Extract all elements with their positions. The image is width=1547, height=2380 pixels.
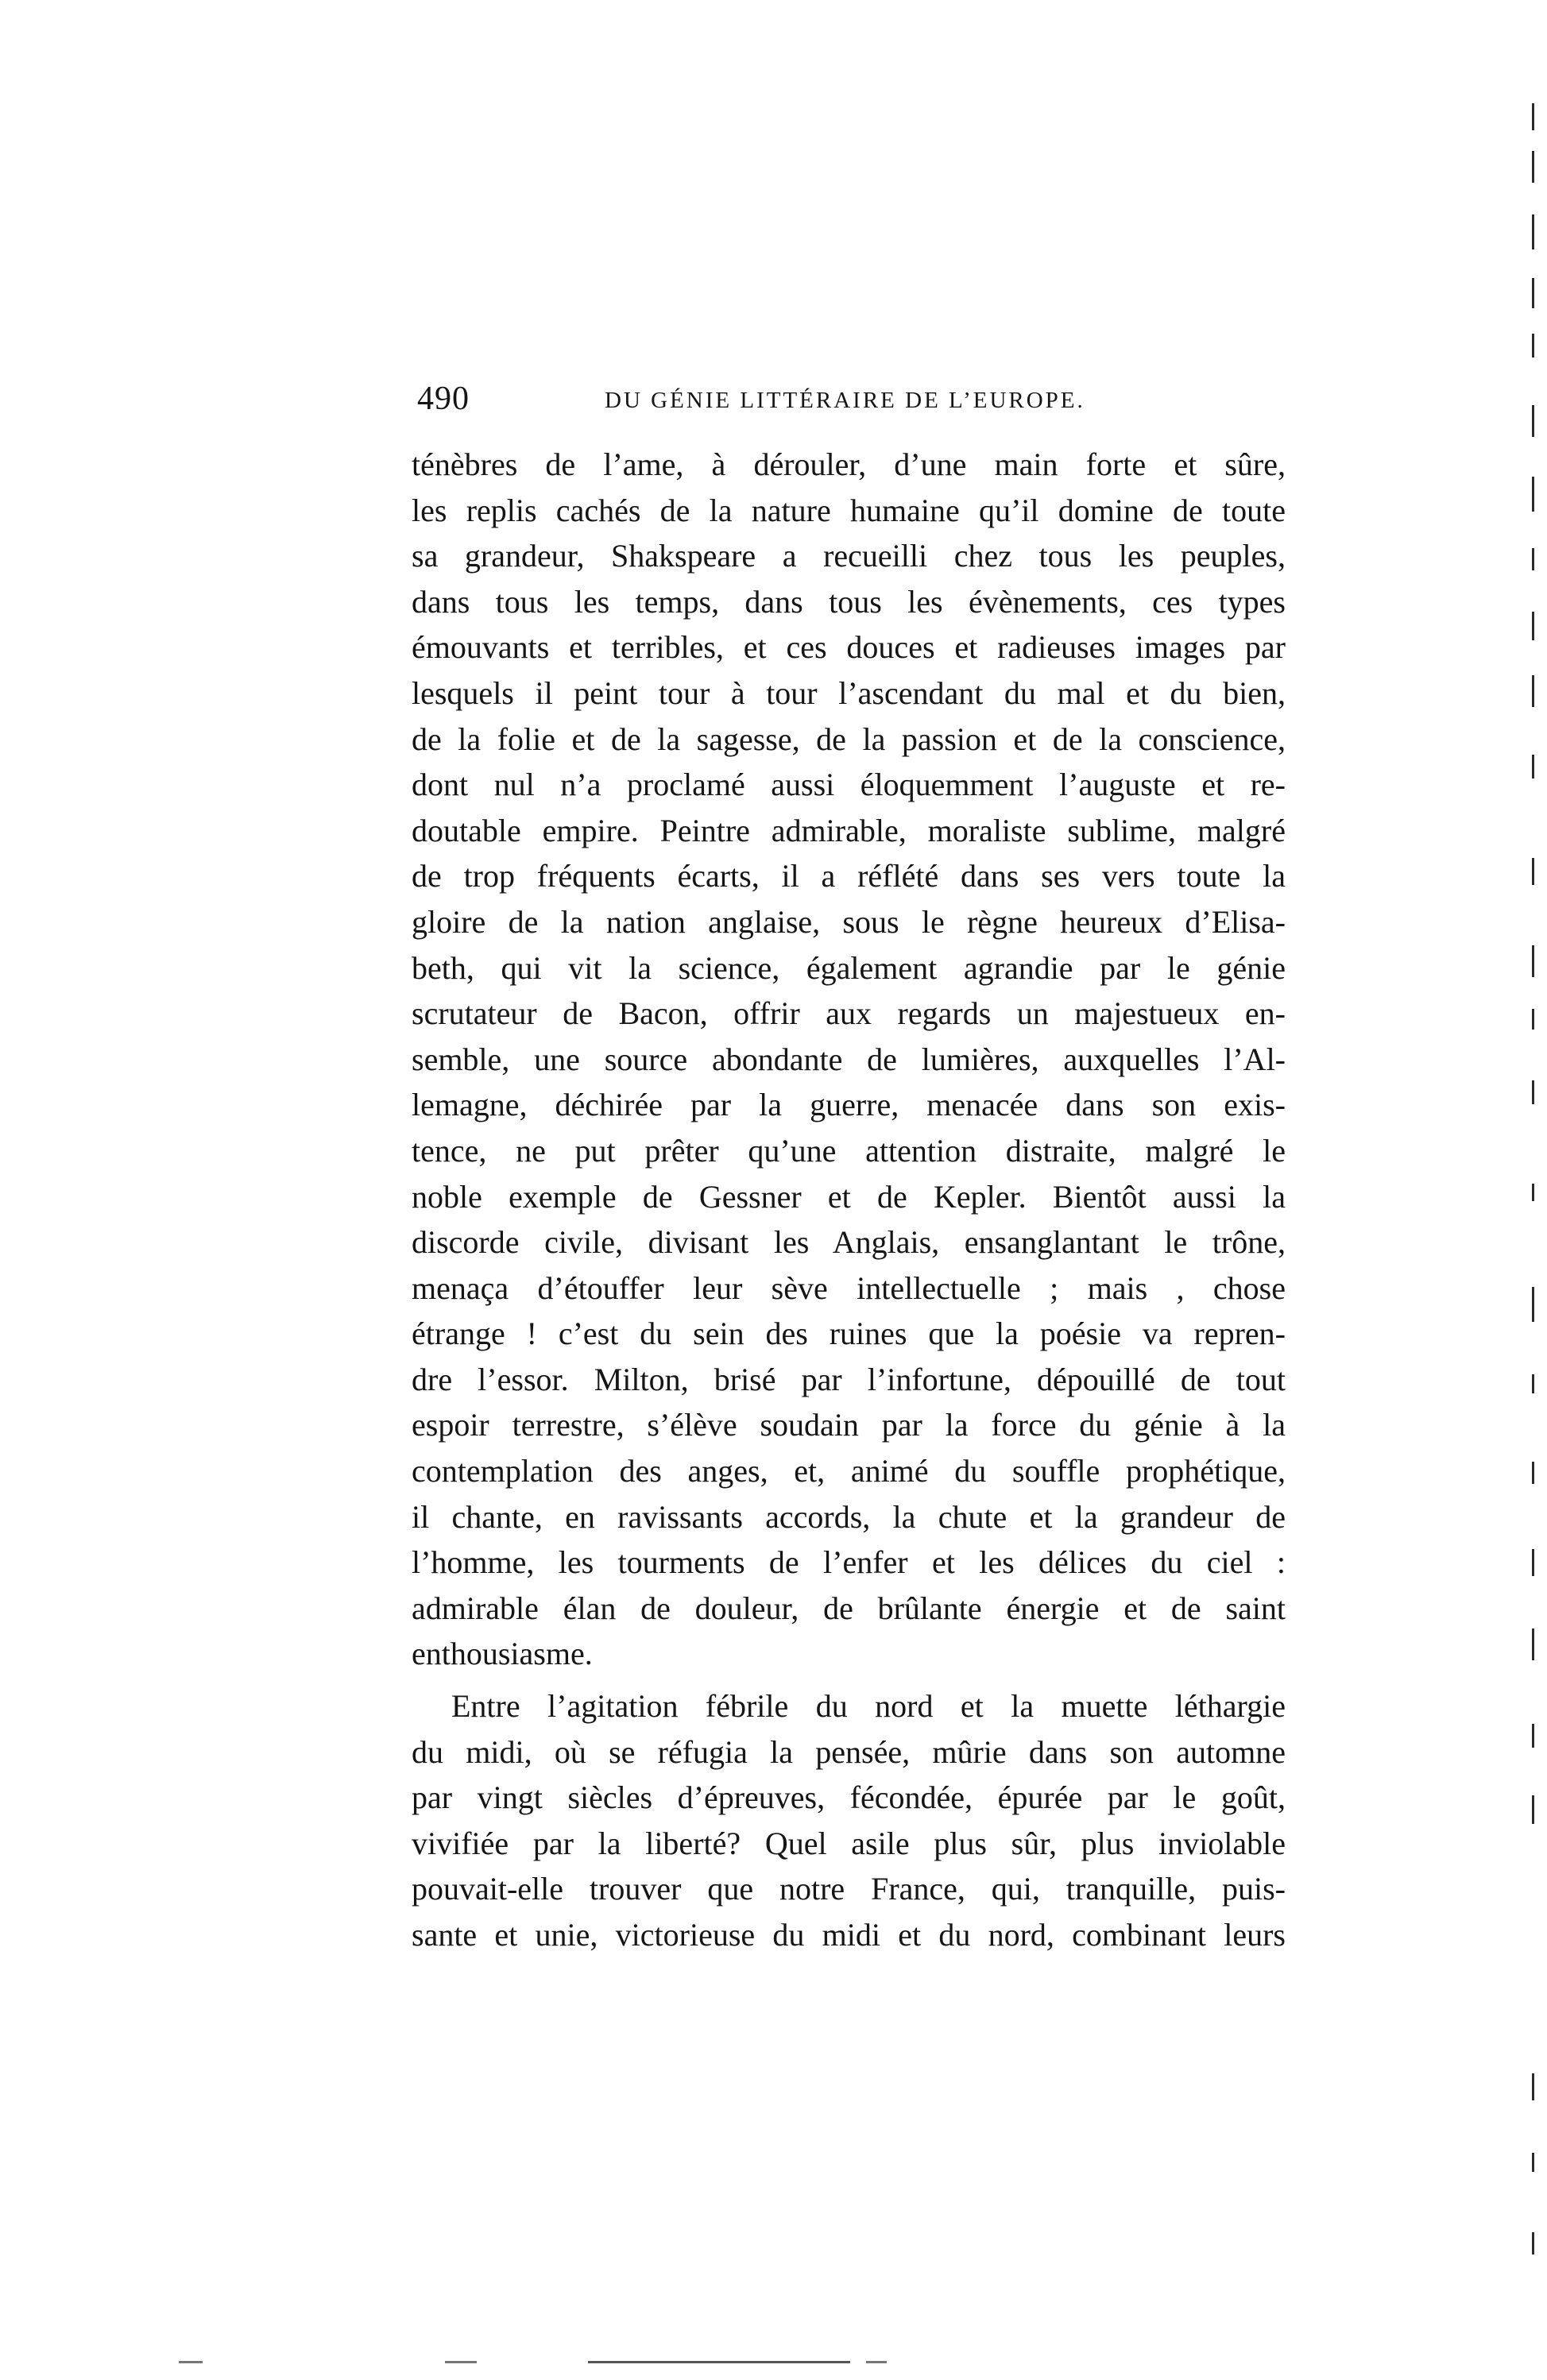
text-line: Entre l’agitation fébrile du nord et la muette léthargie bbox=[451, 1688, 1286, 1725]
text-line: lemagne, déchirée par la guerre, menacée dans son exis- bbox=[412, 1087, 1286, 1123]
text-line: beth, qui vit la science, également agrandie par le génie bbox=[412, 949, 1286, 986]
scan-edge-marks bbox=[1532, 103, 1535, 2248]
scan-artifact bbox=[866, 2361, 887, 2363]
body-text bbox=[412, 442, 1286, 1958]
text-line: dont nul n’a proclamé aussi éloquemment l’auguste et re- bbox=[412, 767, 1286, 803]
text-line: de la folie et de la sagesse, de la passion et de la conscience, bbox=[412, 721, 1286, 757]
text-line: tence, ne put prêter qu’une attention distraite, malgré le bbox=[412, 1132, 1286, 1169]
text-line: enthousiasme. bbox=[412, 1636, 593, 1672]
text-line: pouvait-elle trouver que notre France, qui, tranquille, puis- bbox=[412, 1871, 1286, 1907]
paragraph-1 bbox=[412, 442, 1286, 1677]
running-head bbox=[417, 380, 1291, 427]
text-line: semble, une source abondante de lumières, auxquelles l’Al- bbox=[412, 1041, 1286, 1077]
text-line: par vingt siècles d’épreuves, fécondée, épurée par le goût, bbox=[412, 1779, 1286, 1816]
text-line: vivifiée par la liberté? Quel asile plus sûr, plus inviolable bbox=[412, 1825, 1286, 1861]
text-line: lesquels il peint tour à tour l’ascendant du mal et du bien, bbox=[412, 674, 1286, 711]
text-line: sa grandeur, Shakspeare a recueilli chez tous les peuples, bbox=[412, 538, 1286, 574]
scan-artifact bbox=[179, 2361, 203, 2363]
text-line: discorde civile, divisant les Anglais, ensanglantant le trône, bbox=[412, 1224, 1286, 1261]
paragraph-gap bbox=[412, 1677, 1286, 1683]
text-line: contemplation des anges, et, animé du souffle prophétique, bbox=[412, 1453, 1286, 1489]
text-line: étrange ! c’est du sein des ruines que la poésie va repren- bbox=[412, 1316, 1286, 1352]
text-line: doutable empire. Peintre admirable, moraliste sublime, malgré bbox=[412, 812, 1286, 848]
text-line: émouvants et terribles, et ces douces et radieuses images par bbox=[412, 629, 1286, 666]
text-line: du midi, où se réfugia la pensée, mûrie dans son automne bbox=[412, 1733, 1286, 1770]
text-line: les replis cachés de la nature humaine qu’il domine de toute bbox=[412, 492, 1286, 528]
running-title: DU GÉNIE LITTÉRAIRE DE L’EUROPE. bbox=[605, 388, 1085, 413]
text-line: noble exemple de Gessner et de Kepler. Bientôt aussi la bbox=[412, 1178, 1286, 1215]
text-line: ténèbres de l’ame, à dérouler, d’une main forte et sûre, bbox=[412, 446, 1286, 482]
text-line: scrutateur de Bacon, offrir aux regards un majestueux en- bbox=[412, 995, 1286, 1032]
text-line: de trop fréquents écarts, il a réflété dans ses vers toute la bbox=[412, 858, 1286, 894]
text-line: l’homme, les tourments de l’enfer et les délices du ciel : bbox=[412, 1544, 1286, 1581]
text-line: espoir terrestre, s’élève soudain par la force du génie à la bbox=[412, 1407, 1286, 1443]
page-number: 490 bbox=[417, 381, 470, 417]
text-line: dre l’essor. Milton, brisé par l’infortune, dépouillé de tout bbox=[412, 1361, 1286, 1397]
scan-artifact bbox=[588, 2361, 850, 2363]
text-line: dans tous les temps, dans tous les évènements, ces types bbox=[412, 583, 1286, 620]
text-line: sante et unie, victorieuse du midi et du nord, combinant leurs bbox=[412, 1917, 1286, 1953]
scan-artifact bbox=[445, 2361, 477, 2363]
paragraph-2 bbox=[412, 1683, 1286, 1958]
text-line: gloire de la nation anglaise, sous le règne heureux d’Elisa- bbox=[412, 903, 1286, 940]
text-line: il chante, en ravissants accords, la chute et la grandeur de bbox=[412, 1498, 1286, 1535]
text-line: admirable élan de douleur, de brûlante énergie et de saint bbox=[412, 1590, 1286, 1626]
text-line: menaça d’étouffer leur sève intellectuelle ; mais , chose bbox=[412, 1269, 1286, 1306]
